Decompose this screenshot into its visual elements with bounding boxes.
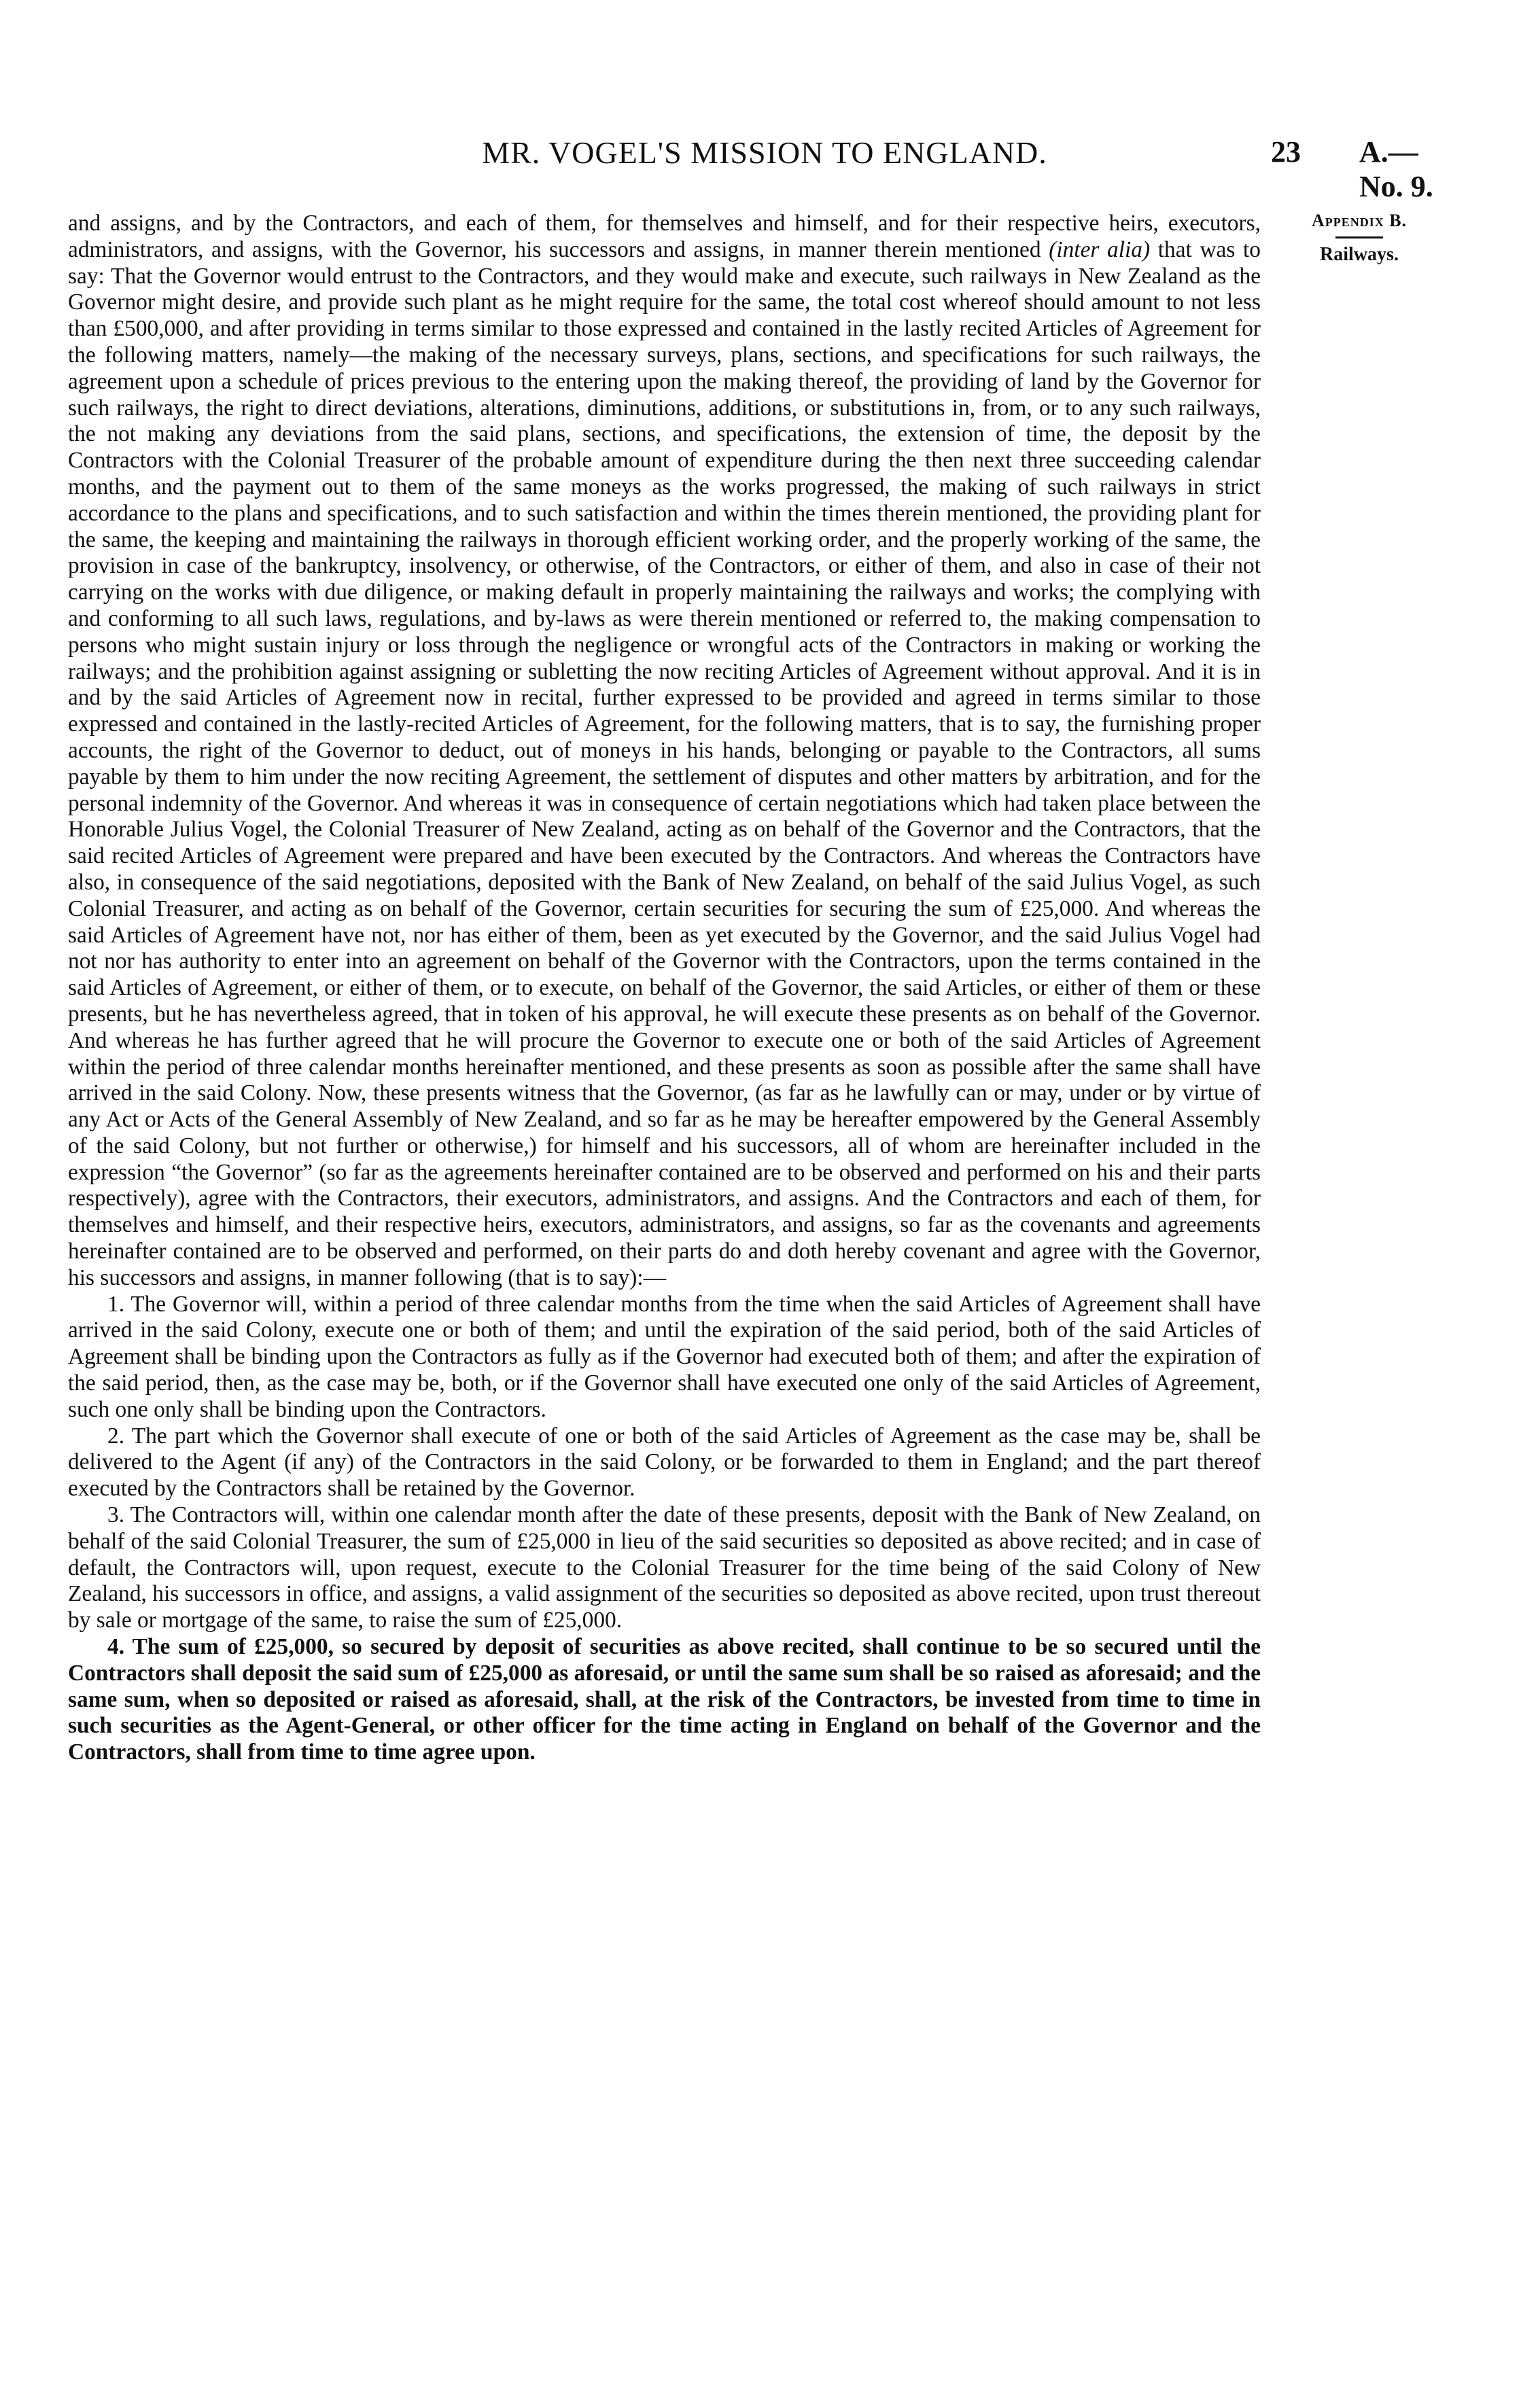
- numbered-clause-3: 3. The Contractors will, within one calendar month after the date of these presents, deposit with the Bank of New Zealand, on behalf of the said Colonial Treasurer, the sum of £25,000 in lieu of the said securities so deposited as above recited; and in case of default, the Contractors will, upon request, execute to the Colonial Treasurer for the time being of the said Colony of New Zealand, his successors in office, and assigns, a valid assignment of the securities so deposited as above recited, upon trust thereout by sale or mortgage of the same, to raise the sum of £25,000.: [68, 1502, 1261, 1633]
- numbered-clause-2: 2. The part which the Governor shall execute of one or both of the said Articles of Agreement as the case may be, shall be delivered to the Agent (if any) of the Contractors in the said Colony, or be forwarded to them in England; and the part thereof executed by the Contractors shall be retained by the Governor.: [68, 1423, 1261, 1502]
- page-title: MR. VOGEL'S MISSION TO ENGLAND.: [482, 135, 1047, 170]
- margin-note: [1291, 211, 1427, 266]
- margin-appendix-label: Appendix B.: [1311, 211, 1408, 230]
- numbered-clause-1: 1. The Governor will, within a period of three calendar months from the time when the said Articles of Agreement shall have arrived in the said Colony, execute one or both of them; and until the expiration of the said period, both of the said Articles of Agreement shall be binding upon the Contractors as fully as if the Governor had executed both of them; and after the expiration of the said period, then, as the case may be, both, or if the Governor shall have executed one only of the said Articles of Agreement, such one only shall be binding upon the Contractors.: [68, 1291, 1261, 1422]
- opening-text-part-1: and assigns, and by the Contractors, and each of them, for themselves and himself, and for their respective heirs, executors, administrators, and assigns, with the Governor, his successors and assigns, in manner therein mentioned: [68, 211, 1261, 262]
- opening-italic-phrase: (inter alia): [1049, 236, 1151, 262]
- margin-divider: [1335, 236, 1383, 238]
- numbered-clause-4: 4. The sum of £25,000, so secured by deposit of securities as above recited, shall continue to be so secured until the Contractors shall deposit the said sum of £25,000 as aforesaid, or until the same sum shall be so raised as aforesaid; and the same sum, when so deposited or raised as aforesaid, shall, at the risk of the Contractors, be invested from time to time in such securities as the Agent-General, or other officer for the time acting in England on behalf of the Governor and the Contractors, shall from time to time agree upon.: [68, 1634, 1261, 1765]
- margin-section-label: Railways.: [1320, 244, 1399, 265]
- page-number: 23: [1271, 135, 1301, 169]
- opening-text-part-2: that was to say: That the Governor would entrust to the Contractors, and they would make and execute, such railways in New Zealand as the Governor might desire, and provide such plant as he might require for the same, the total cost whereof should amount to not less than £500,000, and after providing in terms similar to those expressed and contained in the lastly recited Articles of Agreement for the following matters, namely—the making of the necessary surveys, plans, sections, and specifications for such railways, the agreement upon a schedule of prices previous to the entering upon the making thereof, the providing of land by the Governor for such railways, the right to direct deviations, alterations, diminutions, additions, or substitutions in, from, or to any such railways, the not making any deviations from the said plans, sections, and specifications, the extension of time, the deposit by the Contractors with the Colonial Treasurer of the probable amount of expenditure during the then next three succeeding calendar months, and the payment out to them of the same moneys as the works progressed, the making of such railways in strict accordance to the plans and specifications, and to such satisfaction and within the times therein mentioned, the providing plant for the same, the keeping and maintaining the railways in thorough efficient working order, and the properly working of the same, the provision in case of the bankruptcy, insolvency, or otherwise, of the Contractors, or either of them, and also in case of their not carrying on the works with due diligence, or making default in properly maintaining the railways and works; the complying with and conforming to all such laws, regulations, and by-laws as were therein mentioned or referred to, the making compensation to persons who might sustain injury or loss through the negligence or wrongful acts of the Contractors in making or working the railways; and the prohibition against assigning or subletting the now reciting Articles of Agreement without approval. And it is in and by the said Articles of Agreement now in recital, further expressed to be provided and agreed in terms similar to those expressed and contained in the lastly-recited Articles of Agreement, for the following matters, that is to say, the furnishing proper accounts, the right of the Governor to deduct, out of moneys in his hands, belonging or payable to the Contractors, all sums payable by them to him under the now reciting Agreement, the settlement of disputes and other matters by arbitration, and for the personal indemnity of the Governor. And whereas it was in consequence of certain negotiations which had taken place between the Honorable Julius Vogel, the Colonial Treasurer of New Zealand, acting as on behalf of the Governor and the Contractors, that the said recited Articles of Agreement were prepared and have been executed by the Contractors. And whereas the Contractors have also, in consequence of the said negotiations, deposited with the Bank of New Zealand, on behalf of the said Julius Vogel, as such Colonial Treasurer, and acting as on behalf of the Governor, certain securities for securing the sum of £25,000. And whereas the said Articles of Agreement have not, nor has either of them, been as yet executed by the Governor, and the said Julius Vogel had not nor has authority to enter into an agreement on behalf of the Governor with the Contractors, upon the terms contained in the said Articles of Agreement, or either of them, or to execute, on behalf of the Governor, the said Articles, or either of them or these presents, but he has nevertheless agreed, that in token of his approval, he will execute these presents as on behalf of the Governor. And whereas he has further agreed that he will procure the Governor to execute one or both of the said Articles of Agreement within the period of three calendar months hereinafter mentioned, and these presents as soon as possible after the same shall have arrived in the said Colony. Now, these presents witness that the Governor, (as far as he lawfully can or may, under or by virtue of any Act or Acts of the General Assembly of New Zealand, and so far as he may be hereafter empowered by the General Assembly of the said Colony, but not further or otherwise,) for himself and his successors, all of whom are hereinafter included in the expression “the Governor” (so far as the agreements hereinafter contained are to be observed and performed on his and their parts respectively), agree with the Contractors, their executors, administrators, and assigns. And the Contractors and each of them, for themselves and himself, and their respective heirs, executors, administrators, and assigns, so far as the covenants and agreements hereinafter contained are to be observed and performed, on their parts do and doth hereby covenant and agree with the Governor, his successors and assigns, in manner following (that is to say):—: [68, 236, 1261, 1290]
- running-header: [68, 135, 1461, 203]
- opening-paragraph: [68, 211, 1261, 1292]
- body-text: [68, 211, 1261, 1766]
- paper-reference: A.—No. 9.: [1359, 135, 1433, 203]
